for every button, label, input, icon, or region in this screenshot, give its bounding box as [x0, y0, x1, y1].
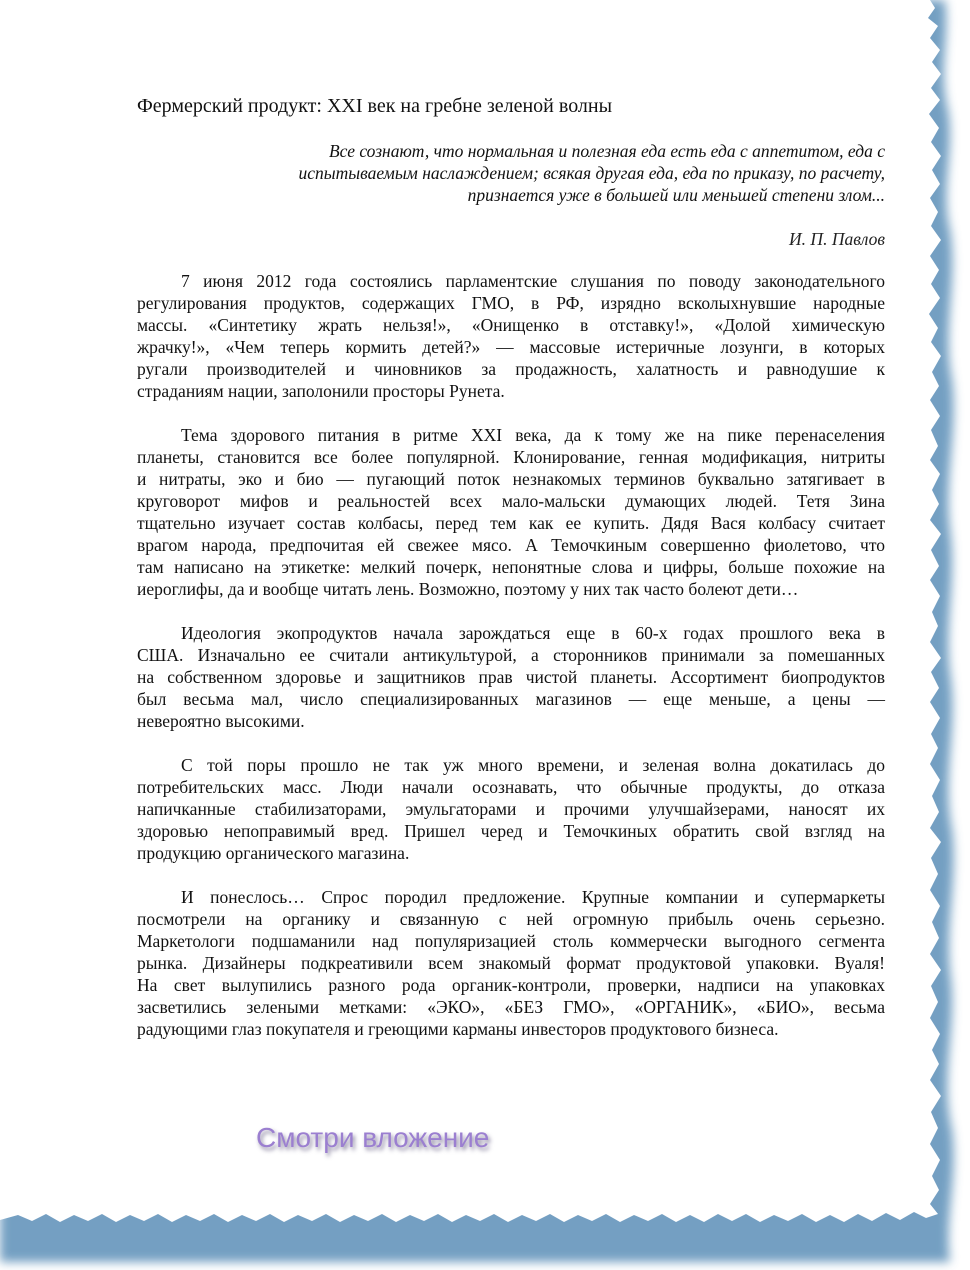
paragraph-line: регулирования продуктов, содержащих ГМО, в РФ, изрядно всколыхнувшие народные [137, 293, 885, 313]
paragraph-line: и нитраты, эко и био — пугающий поток незнакомых терминов буквально затягивает в [137, 469, 885, 489]
paragraph-line: иероглифы, да и вообще читать лень. Возможно, поэтому у них так часто болеют дети… [137, 579, 799, 599]
paragraph-line: посмотрели на органику и связанную с ней огромную прибыль очень серьезно. [137, 909, 885, 929]
epigraph-line: испытываемым наслаждением; всякая другая еда, еда по приказу, по расчету, [298, 163, 885, 183]
paragraph-line: Тема здорового питания в ритме XXI века, да к тому же на пике перенаселения [181, 425, 885, 445]
paragraph [137, 886, 885, 1040]
paragraph-line: планеты, становится все более популярной. Клонирование, генная модификация, нитриты [137, 447, 885, 467]
paragraph-line: здоровью непоправимый вред. Пришел черед и Темочкиных обратить свой взгляд на [137, 821, 885, 841]
paragraph-line: тщательно изучает состав колбасы, перед тем как ее купить. Дядя Вася колбасу считает [137, 513, 885, 533]
paragraph-line: Идеология экопродуктов начала зарождаться еще в 60-х годах прошлого века в [181, 623, 885, 643]
paragraph-line: страданиям нации, заполонили просторы Рунета. [137, 381, 505, 401]
paragraph-line: рынка. Дизайнеры подкреативили всем знакомый формат продуктовой упаковки. Вуаля! [137, 953, 885, 973]
document-title: Фермерский продукт: XXI век на гребне зеленой волны [137, 95, 613, 117]
paragraph-line: невероятно высокими. [137, 711, 305, 731]
paragraph-line: Маркетологи подшаманили над популяризацией столь коммерчески выгодного сегмента [137, 931, 885, 951]
paragraph-line: продукцию органического магазина. [137, 843, 410, 863]
paragraph-line: потребительских масс. Люди начали осознавать, что обычные продукты, до отказа [137, 777, 885, 797]
epigraph-line: признается уже в большей или меньшей степени злом... [467, 185, 885, 205]
paragraph-line: был весьма мал, число специализированных магазинов — еще меньше, а цены — [137, 689, 885, 709]
paragraph [137, 270, 885, 402]
paragraph-line: напичканные стабилизаторами, эмульгаторами и прочими улучшайзерами, наносят их [137, 799, 885, 819]
paragraph-line: На свет вылупились разного рода органик-контроли, проверки, надписи на упаковках [137, 975, 885, 995]
paragraph-line: засветились зелеными метками: «ЭКО», «БЕЗ ГМО», «ОРГАНИК», «БИО», весьма [137, 997, 885, 1017]
paragraph-line: 7 июня 2012 года состоялись парламентские слушания по поводу законодательного [181, 271, 885, 291]
paragraph [137, 754, 885, 864]
paragraph-line: на собственном здоровье и защитников прав чистой планеты. Ассортимент биопродуктов [137, 667, 885, 687]
paragraph [137, 424, 885, 600]
paragraph-line: врагом народа, предпочитая ей свежее мясо. А Темочкиным совершенно фиолетово, что [137, 535, 885, 555]
paragraph-line: там написано на этикетке: мелкий почерк, непонятные слова и цифры, больше похожие на [137, 557, 885, 577]
paragraph-line: жрачку!», «Чем теперь кормить детей?» — массовые истеричные лозунги, в которых [137, 337, 885, 357]
epigraph-line: Все сознают, что нормальная и полезная еда есть еда с аппетитом, еда с [328, 141, 885, 161]
epigraph [200, 140, 885, 206]
attachment-link[interactable]: Смотри вложение [256, 1122, 490, 1153]
paragraph [137, 622, 885, 732]
paragraph-line: радующими глаз покупателя и греющими карманы инвесторов продуктового бизнеса. [137, 1019, 779, 1039]
epigraph-author: И. П. Павлов [789, 229, 885, 249]
paragraph-line: США. Изначально ее считали антикультурой, а сторонников принимали за помешанных [137, 645, 885, 665]
paragraph-line: круговорот мифов и реальностей всех мало-мальски думающих людей. Тетя Зина [137, 491, 885, 511]
paragraph-line: ругали производителей и чиновников за продажность, халатность и равнодушие к [137, 359, 885, 379]
document-body [137, 270, 885, 1062]
paragraph-line: И понеслось… Спрос породил предложение. Крупные компании и супермаркеты [181, 887, 885, 907]
paragraph-line: массы. «Синтетику жрать нельзя!», «Онищенко в отставку!», «Долой химическую [137, 315, 885, 335]
paragraph-line: С той поры прошло не так уж много времени, и зеленая волна докатилась до [181, 755, 885, 775]
